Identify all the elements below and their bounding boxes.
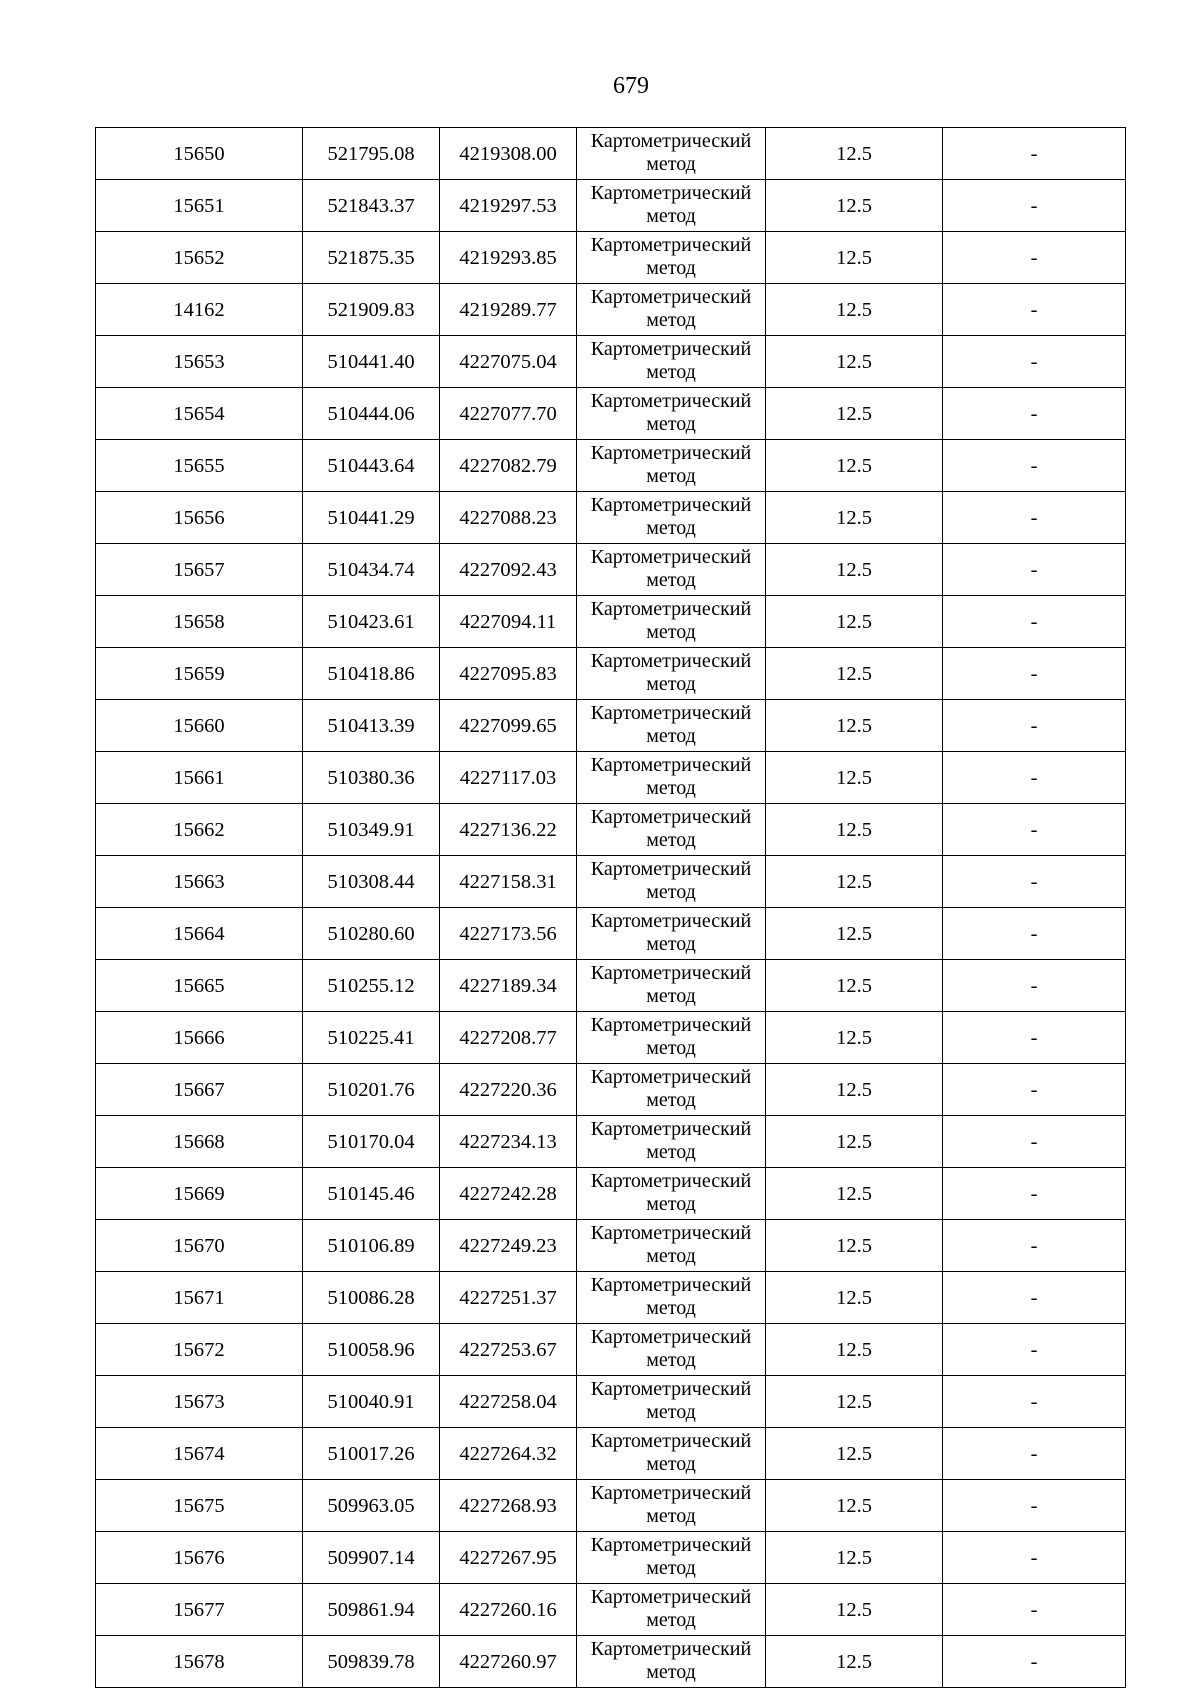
method-text: Картометрический метод xyxy=(590,649,752,695)
x-coordinate-cell: 510225.41 xyxy=(303,1012,440,1064)
description-cell: - xyxy=(943,492,1126,544)
method-cell xyxy=(577,388,766,440)
method-text: Картометрический метод xyxy=(590,337,752,383)
method-text: Картометрический метод xyxy=(590,181,752,227)
table-row xyxy=(96,388,1126,440)
x-coordinate-cell: 510441.29 xyxy=(303,492,440,544)
table-row xyxy=(96,1584,1126,1636)
x-coordinate-cell: 521909.83 xyxy=(303,284,440,336)
y-coordinate-cell: 4227251.37 xyxy=(440,1272,577,1324)
table-row xyxy=(96,1376,1126,1428)
accuracy-cell: 12.5 xyxy=(766,960,943,1012)
description-cell: - xyxy=(943,700,1126,752)
description-cell: - xyxy=(943,128,1126,180)
table-row xyxy=(96,440,1126,492)
method-cell xyxy=(577,1064,766,1116)
method-cell xyxy=(577,232,766,284)
x-coordinate-cell: 510145.46 xyxy=(303,1168,440,1220)
y-coordinate-cell: 4227082.79 xyxy=(440,440,577,492)
accuracy-cell: 12.5 xyxy=(766,856,943,908)
method-text: Картометрический метод xyxy=(590,1585,752,1631)
table-row xyxy=(96,804,1126,856)
description-cell: - xyxy=(943,960,1126,1012)
accuracy-cell: 12.5 xyxy=(766,544,943,596)
description-cell: - xyxy=(943,1064,1126,1116)
description-cell: - xyxy=(943,1324,1126,1376)
table-row xyxy=(96,1272,1126,1324)
table-row xyxy=(96,1636,1126,1688)
y-coordinate-cell: 4227267.95 xyxy=(440,1532,577,1584)
method-cell xyxy=(577,180,766,232)
accuracy-cell: 12.5 xyxy=(766,1012,943,1064)
point-number-cell: 15666 xyxy=(96,1012,303,1064)
table-row xyxy=(96,1116,1126,1168)
description-cell: - xyxy=(943,1272,1126,1324)
y-coordinate-cell: 4227268.93 xyxy=(440,1480,577,1532)
accuracy-cell: 12.5 xyxy=(766,1272,943,1324)
accuracy-cell: 12.5 xyxy=(766,1376,943,1428)
description-cell: - xyxy=(943,648,1126,700)
point-number-cell: 15678 xyxy=(96,1636,303,1688)
description-cell: - xyxy=(943,596,1126,648)
table-row xyxy=(96,1012,1126,1064)
accuracy-cell: 12.5 xyxy=(766,180,943,232)
y-coordinate-cell: 4227117.03 xyxy=(440,752,577,804)
method-text: Картометрический метод xyxy=(590,545,752,591)
y-coordinate-cell: 4227088.23 xyxy=(440,492,577,544)
method-cell xyxy=(577,1532,766,1584)
y-coordinate-cell: 4227095.83 xyxy=(440,648,577,700)
x-coordinate-cell: 510280.60 xyxy=(303,908,440,960)
x-coordinate-cell: 521843.37 xyxy=(303,180,440,232)
x-coordinate-cell: 510017.26 xyxy=(303,1428,440,1480)
point-number-cell: 15657 xyxy=(96,544,303,596)
point-number-cell: 15660 xyxy=(96,700,303,752)
method-cell xyxy=(577,908,766,960)
accuracy-cell: 12.5 xyxy=(766,128,943,180)
description-cell: - xyxy=(943,1428,1126,1480)
method-text: Картометрический метод xyxy=(590,1481,752,1527)
accuracy-cell: 12.5 xyxy=(766,1532,943,1584)
x-coordinate-cell: 510349.91 xyxy=(303,804,440,856)
y-coordinate-cell: 4227208.77 xyxy=(440,1012,577,1064)
method-cell xyxy=(577,648,766,700)
table-row xyxy=(96,232,1126,284)
method-text: Картометрический метод xyxy=(590,857,752,903)
point-number-cell: 15669 xyxy=(96,1168,303,1220)
table-row xyxy=(96,180,1126,232)
x-coordinate-cell: 510434.74 xyxy=(303,544,440,596)
accuracy-cell: 12.5 xyxy=(766,596,943,648)
point-number-cell: 15653 xyxy=(96,336,303,388)
method-text: Картометрический метод xyxy=(590,1637,752,1683)
point-number-cell: 15661 xyxy=(96,752,303,804)
y-coordinate-cell: 4227075.04 xyxy=(440,336,577,388)
description-cell: - xyxy=(943,1584,1126,1636)
y-coordinate-cell: 4219297.53 xyxy=(440,180,577,232)
description-cell: - xyxy=(943,804,1126,856)
accuracy-cell: 12.5 xyxy=(766,700,943,752)
method-text: Картометрический метод xyxy=(590,285,752,331)
description-cell: - xyxy=(943,1480,1126,1532)
y-coordinate-cell: 4227189.34 xyxy=(440,960,577,1012)
y-coordinate-cell: 4227253.67 xyxy=(440,1324,577,1376)
table-row xyxy=(96,492,1126,544)
y-coordinate-cell: 4219308.00 xyxy=(440,128,577,180)
description-cell: - xyxy=(943,1012,1126,1064)
method-cell xyxy=(577,1012,766,1064)
point-number-cell: 15651 xyxy=(96,180,303,232)
method-cell xyxy=(577,700,766,752)
accuracy-cell: 12.5 xyxy=(766,492,943,544)
table-row xyxy=(96,284,1126,336)
method-cell xyxy=(577,492,766,544)
table-row xyxy=(96,908,1126,960)
table-row xyxy=(96,128,1126,180)
method-cell xyxy=(577,1636,766,1688)
method-cell xyxy=(577,960,766,1012)
table-row xyxy=(96,648,1126,700)
point-number-cell: 15654 xyxy=(96,388,303,440)
x-coordinate-cell: 510255.12 xyxy=(303,960,440,1012)
table-row xyxy=(96,1324,1126,1376)
y-coordinate-cell: 4227258.04 xyxy=(440,1376,577,1428)
table-row xyxy=(96,1428,1126,1480)
method-text: Картометрический метод xyxy=(590,961,752,1007)
description-cell: - xyxy=(943,1116,1126,1168)
point-number-cell: 15672 xyxy=(96,1324,303,1376)
x-coordinate-cell: 510058.96 xyxy=(303,1324,440,1376)
description-cell: - xyxy=(943,284,1126,336)
accuracy-cell: 12.5 xyxy=(766,388,943,440)
method-text: Картометрический метод xyxy=(590,129,752,175)
x-coordinate-cell: 509963.05 xyxy=(303,1480,440,1532)
y-coordinate-cell: 4227094.11 xyxy=(440,596,577,648)
accuracy-cell: 12.5 xyxy=(766,908,943,960)
table-row xyxy=(96,336,1126,388)
table-row xyxy=(96,596,1126,648)
method-text: Картометрический метод xyxy=(590,1221,752,1267)
description-cell: - xyxy=(943,1220,1126,1272)
point-number-cell: 15652 xyxy=(96,232,303,284)
x-coordinate-cell: 510443.64 xyxy=(303,440,440,492)
method-text: Картометрический метод xyxy=(590,1013,752,1059)
method-text: Картометрический метод xyxy=(590,1377,752,1423)
x-coordinate-cell: 510086.28 xyxy=(303,1272,440,1324)
method-text: Картометрический метод xyxy=(590,701,752,747)
method-cell xyxy=(577,336,766,388)
accuracy-cell: 12.5 xyxy=(766,284,943,336)
coordinates-table-body xyxy=(96,128,1126,1688)
method-text: Картометрический метод xyxy=(590,1273,752,1319)
point-number-cell: 15668 xyxy=(96,1116,303,1168)
x-coordinate-cell: 510170.04 xyxy=(303,1116,440,1168)
table-row xyxy=(96,700,1126,752)
x-coordinate-cell: 521795.08 xyxy=(303,128,440,180)
description-cell: - xyxy=(943,1532,1126,1584)
y-coordinate-cell: 4227260.97 xyxy=(440,1636,577,1688)
method-cell xyxy=(577,1324,766,1376)
y-coordinate-cell: 4227173.56 xyxy=(440,908,577,960)
y-coordinate-cell: 4227099.65 xyxy=(440,700,577,752)
description-cell: - xyxy=(943,544,1126,596)
y-coordinate-cell: 4227136.22 xyxy=(440,804,577,856)
y-coordinate-cell: 4219293.85 xyxy=(440,232,577,284)
page-number: 679 xyxy=(613,73,649,99)
point-number-cell: 15659 xyxy=(96,648,303,700)
x-coordinate-cell: 509907.14 xyxy=(303,1532,440,1584)
x-coordinate-cell: 510444.06 xyxy=(303,388,440,440)
description-cell: - xyxy=(943,336,1126,388)
accuracy-cell: 12.5 xyxy=(766,1064,943,1116)
y-coordinate-cell: 4219289.77 xyxy=(440,284,577,336)
description-cell: - xyxy=(943,1168,1126,1220)
method-cell xyxy=(577,856,766,908)
point-number-cell: 15650 xyxy=(96,128,303,180)
point-number-cell: 15664 xyxy=(96,908,303,960)
method-cell xyxy=(577,752,766,804)
table-row xyxy=(96,1168,1126,1220)
point-number-cell: 15677 xyxy=(96,1584,303,1636)
point-number-cell: 14162 xyxy=(96,284,303,336)
method-text: Картометрический метод xyxy=(590,1533,752,1579)
method-text: Картометрический метод xyxy=(590,753,752,799)
accuracy-cell: 12.5 xyxy=(766,232,943,284)
method-text: Картометрический метод xyxy=(590,909,752,955)
table-row xyxy=(96,1480,1126,1532)
method-cell xyxy=(577,804,766,856)
accuracy-cell: 12.5 xyxy=(766,440,943,492)
coordinates-table xyxy=(95,127,1126,1688)
method-text: Картометрический метод xyxy=(590,1325,752,1371)
x-coordinate-cell: 509861.94 xyxy=(303,1584,440,1636)
table-row xyxy=(96,1220,1126,1272)
y-coordinate-cell: 4227092.43 xyxy=(440,544,577,596)
y-coordinate-cell: 4227234.13 xyxy=(440,1116,577,1168)
description-cell: - xyxy=(943,752,1126,804)
point-number-cell: 15676 xyxy=(96,1532,303,1584)
point-number-cell: 15665 xyxy=(96,960,303,1012)
method-text: Картометрический метод xyxy=(590,1429,752,1475)
method-cell xyxy=(577,1480,766,1532)
method-cell xyxy=(577,1584,766,1636)
y-coordinate-cell: 4227158.31 xyxy=(440,856,577,908)
accuracy-cell: 12.5 xyxy=(766,1480,943,1532)
accuracy-cell: 12.5 xyxy=(766,1116,943,1168)
description-cell: - xyxy=(943,1376,1126,1428)
method-text: Картометрический метод xyxy=(590,389,752,435)
accuracy-cell: 12.5 xyxy=(766,648,943,700)
point-number-cell: 15674 xyxy=(96,1428,303,1480)
description-cell: - xyxy=(943,180,1126,232)
description-cell: - xyxy=(943,1636,1126,1688)
point-number-cell: 15667 xyxy=(96,1064,303,1116)
method-cell xyxy=(577,1428,766,1480)
point-number-cell: 15656 xyxy=(96,492,303,544)
accuracy-cell: 12.5 xyxy=(766,336,943,388)
method-cell xyxy=(577,284,766,336)
table-row xyxy=(96,960,1126,1012)
method-text: Картометрический метод xyxy=(590,441,752,487)
method-text: Картометрический метод xyxy=(590,233,752,279)
method-text: Картометрический метод xyxy=(590,1065,752,1111)
x-coordinate-cell: 510423.61 xyxy=(303,596,440,648)
point-number-cell: 15662 xyxy=(96,804,303,856)
method-cell xyxy=(577,1272,766,1324)
accuracy-cell: 12.5 xyxy=(766,752,943,804)
point-number-cell: 15670 xyxy=(96,1220,303,1272)
point-number-cell: 15655 xyxy=(96,440,303,492)
accuracy-cell: 12.5 xyxy=(766,1324,943,1376)
description-cell: - xyxy=(943,440,1126,492)
description-cell: - xyxy=(943,388,1126,440)
method-text: Картометрический метод xyxy=(590,597,752,643)
x-coordinate-cell: 510441.40 xyxy=(303,336,440,388)
x-coordinate-cell: 510418.86 xyxy=(303,648,440,700)
point-number-cell: 15663 xyxy=(96,856,303,908)
accuracy-cell: 12.5 xyxy=(766,1584,943,1636)
method-text: Картометрический метод xyxy=(590,1117,752,1163)
x-coordinate-cell: 510308.44 xyxy=(303,856,440,908)
method-text: Картометрический метод xyxy=(590,1169,752,1215)
table-row xyxy=(96,544,1126,596)
point-number-cell: 15658 xyxy=(96,596,303,648)
table-row xyxy=(96,752,1126,804)
point-number-cell: 15673 xyxy=(96,1376,303,1428)
x-coordinate-cell: 509839.78 xyxy=(303,1636,440,1688)
description-cell: - xyxy=(943,232,1126,284)
method-cell xyxy=(577,1220,766,1272)
accuracy-cell: 12.5 xyxy=(766,1168,943,1220)
x-coordinate-cell: 521875.35 xyxy=(303,232,440,284)
table-row xyxy=(96,1064,1126,1116)
accuracy-cell: 12.5 xyxy=(766,1220,943,1272)
method-cell xyxy=(577,544,766,596)
y-coordinate-cell: 4227249.23 xyxy=(440,1220,577,1272)
y-coordinate-cell: 4227242.28 xyxy=(440,1168,577,1220)
accuracy-cell: 12.5 xyxy=(766,1636,943,1688)
table-row xyxy=(96,856,1126,908)
method-cell xyxy=(577,128,766,180)
method-cell xyxy=(577,1116,766,1168)
x-coordinate-cell: 510380.36 xyxy=(303,752,440,804)
point-number-cell: 15675 xyxy=(96,1480,303,1532)
x-coordinate-cell: 510413.39 xyxy=(303,700,440,752)
x-coordinate-cell: 510201.76 xyxy=(303,1064,440,1116)
x-coordinate-cell: 510040.91 xyxy=(303,1376,440,1428)
y-coordinate-cell: 4227220.36 xyxy=(440,1064,577,1116)
y-coordinate-cell: 4227077.70 xyxy=(440,388,577,440)
method-cell xyxy=(577,596,766,648)
table-row xyxy=(96,1532,1126,1584)
y-coordinate-cell: 4227264.32 xyxy=(440,1428,577,1480)
method-cell xyxy=(577,1168,766,1220)
method-text: Картометрический метод xyxy=(590,805,752,851)
description-cell: - xyxy=(943,908,1126,960)
accuracy-cell: 12.5 xyxy=(766,804,943,856)
description-cell: - xyxy=(943,856,1126,908)
point-number-cell: 15671 xyxy=(96,1272,303,1324)
method-text: Картометрический метод xyxy=(590,493,752,539)
x-coordinate-cell: 510106.89 xyxy=(303,1220,440,1272)
method-cell xyxy=(577,440,766,492)
y-coordinate-cell: 4227260.16 xyxy=(440,1584,577,1636)
method-cell xyxy=(577,1376,766,1428)
accuracy-cell: 12.5 xyxy=(766,1428,943,1480)
